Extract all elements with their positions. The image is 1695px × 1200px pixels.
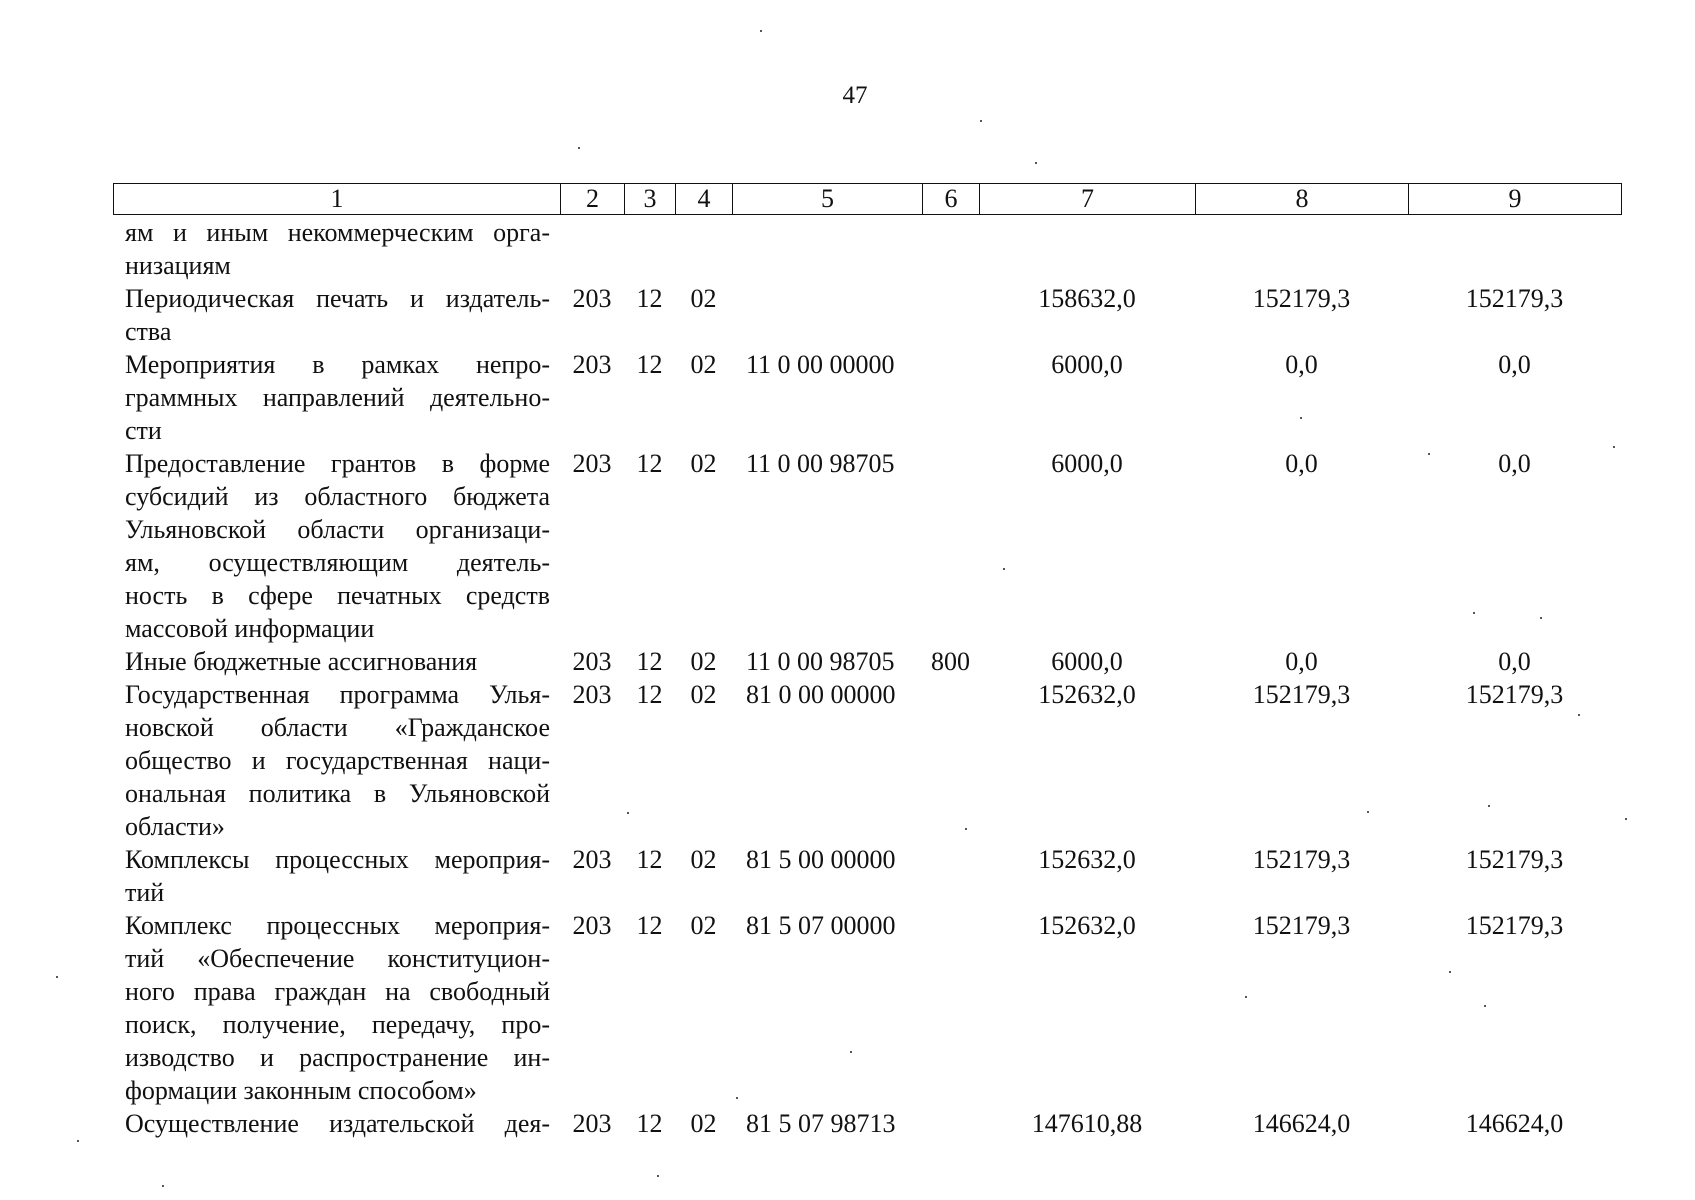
- cell-c6: [922, 678, 979, 843]
- cell-c8: 0,0: [1285, 350, 1318, 379]
- row-name-line: общество и государственная наци-: [125, 746, 550, 775]
- cell-c9: 152179,3: [1465, 911, 1564, 940]
- cell-c3: 12: [636, 449, 663, 478]
- row-name-line: ональная политика в Ульяновской: [125, 779, 550, 808]
- row-name-line: массовой информации: [125, 614, 375, 643]
- table-row: [113, 645, 1621, 678]
- row-name-line: Иные бюджетные ассигнования: [125, 647, 478, 676]
- row-name-line: тий: [125, 878, 165, 907]
- cell-c7: 6000,0: [1051, 350, 1123, 379]
- cell-c5: 81 0 00 00000: [746, 680, 896, 709]
- cell-c9: 146624,0: [1465, 1109, 1564, 1138]
- cell-c5: 81 5 00 00000: [746, 845, 896, 874]
- column-header-8: 8: [1196, 184, 1409, 215]
- table-row: [113, 843, 1621, 909]
- row-name-line: Осуществление издательской дея-: [125, 1109, 550, 1138]
- row-name-line: поиск, получение, передачу, про-: [125, 1010, 550, 1039]
- row-name-line: сти: [125, 416, 162, 445]
- row-name-cell: [113, 645, 560, 678]
- row-name-line: области»: [125, 812, 225, 841]
- cell-c4: 02: [690, 680, 717, 709]
- cell-c7: 152632,0: [1038, 680, 1136, 709]
- cell-c2: 203: [572, 449, 612, 478]
- cell-c5: 11 0 00 98705: [746, 647, 895, 676]
- table-row: [113, 282, 1621, 348]
- cell-c8: 0,0: [1285, 647, 1318, 676]
- cell-c7: 152632,0: [1038, 845, 1136, 874]
- cell-c3: [624, 216, 675, 282]
- cell-c4: [675, 216, 732, 282]
- cell-c7: [979, 216, 1195, 282]
- row-name-line: ям и иным некоммерческим орга-: [125, 218, 550, 247]
- row-name-cell: [113, 216, 560, 282]
- cell-c4: 02: [690, 845, 717, 874]
- cell-c2: 203: [572, 350, 612, 379]
- table-row: [113, 216, 1621, 282]
- row-name-line: ям, осуществляющим деятель-: [125, 548, 550, 577]
- row-name-line: Ульяновской области организаци-: [125, 515, 550, 544]
- table-row: [113, 447, 1621, 645]
- cell-c6: [922, 447, 979, 645]
- row-name-cell: [113, 678, 560, 843]
- cell-c2: 203: [572, 647, 612, 676]
- column-header-2: 2: [561, 184, 625, 215]
- row-name-line: тий «Обеспечение конституцион-: [125, 944, 550, 973]
- cell-c7: 6000,0: [1051, 449, 1123, 478]
- row-name-cell: [113, 348, 560, 447]
- cell-c2: 203: [572, 1109, 612, 1138]
- cell-c8: 0,0: [1285, 449, 1318, 478]
- cell-c8: 152179,3: [1252, 845, 1351, 874]
- cell-c4: 02: [690, 911, 717, 940]
- row-name-line: Периодическая печать и издатель-: [125, 284, 550, 313]
- cell-c2: 203: [572, 680, 612, 709]
- cell-c2: [560, 216, 624, 282]
- row-name-line: ность в сфере печатных средств: [125, 581, 550, 610]
- column-header-1: 1: [114, 184, 561, 215]
- row-name-line: низациям: [125, 251, 231, 280]
- cell-c8: 146624,0: [1252, 1109, 1351, 1138]
- cell-c3: 12: [636, 911, 663, 940]
- table-row: [113, 678, 1621, 843]
- row-name-line: граммных направлений деятельно-: [125, 383, 550, 412]
- cell-c5: 81 5 07 98713: [746, 1109, 896, 1138]
- column-header-5: 5: [733, 184, 923, 215]
- column-header-4: 4: [676, 184, 733, 215]
- cell-c6: 800: [931, 647, 970, 676]
- cell-c3: 12: [636, 350, 663, 379]
- column-header-3: 3: [625, 184, 676, 215]
- cell-c6: [922, 216, 979, 282]
- row-name-line: Государственная программа Улья-: [125, 680, 550, 709]
- row-name-line: Мероприятия в рамках непро-: [125, 350, 550, 379]
- cell-c4: 02: [690, 350, 717, 379]
- column-header-9: 9: [1409, 184, 1622, 215]
- cell-c9: 0,0: [1498, 449, 1531, 478]
- cell-c8: 152179,3: [1252, 680, 1351, 709]
- row-name-cell: [113, 843, 560, 909]
- cell-c7: 147610,88: [1031, 1109, 1143, 1138]
- cell-c9: [1408, 216, 1621, 282]
- column-header-6: 6: [923, 184, 980, 215]
- row-name-cell: [113, 909, 560, 1107]
- row-name-line: Комплекс процессных мероприя-: [125, 911, 550, 940]
- table-row: [113, 348, 1621, 447]
- row-name-cell: [113, 1107, 560, 1140]
- cell-c2: 203: [572, 911, 612, 940]
- row-name-line: ного права граждан на свободный: [125, 977, 550, 1006]
- cell-c4: 02: [690, 647, 717, 676]
- row-name-line: субсидий из областного бюджета: [125, 482, 550, 511]
- cell-c4: 02: [690, 1109, 717, 1138]
- cell-c6: [922, 348, 979, 447]
- cell-c3: 12: [636, 1109, 663, 1138]
- row-name-line: ства: [125, 317, 172, 346]
- cell-c5: 11 0 00 98705: [746, 449, 895, 478]
- cell-c8: 152179,3: [1252, 284, 1351, 313]
- column-header-7: 7: [980, 184, 1196, 215]
- cell-c6: [922, 1107, 979, 1140]
- row-name-cell: [113, 447, 560, 645]
- row-name-line: изводство и распространение ин-: [125, 1043, 550, 1072]
- cell-c9: 152179,3: [1465, 680, 1564, 709]
- cell-c3: 12: [636, 680, 663, 709]
- cell-c3: 12: [636, 284, 663, 313]
- row-name-line: Предоставление грантов в форме: [125, 449, 550, 478]
- cell-c7: 158632,0: [1038, 284, 1136, 313]
- cell-c7: 152632,0: [1038, 911, 1136, 940]
- cell-c8: 152179,3: [1252, 911, 1351, 940]
- cell-c5: [732, 282, 922, 348]
- table-row: [113, 909, 1621, 1107]
- cell-c6: [922, 282, 979, 348]
- cell-c2: 203: [572, 845, 612, 874]
- row-name-line: формации законным способом»: [125, 1076, 477, 1105]
- cell-c4: 02: [690, 284, 717, 313]
- cell-c6: [922, 843, 979, 909]
- table-row: [113, 1107, 1621, 1140]
- row-name-cell: [113, 282, 560, 348]
- cell-c8: [1195, 216, 1408, 282]
- cell-c2: 203: [572, 284, 612, 313]
- column-header-table: [113, 183, 1622, 215]
- cell-c9: 0,0: [1498, 647, 1531, 676]
- row-name-line: новской области «Гражданское: [125, 713, 550, 742]
- budget-table-body: [113, 216, 1621, 1140]
- cell-c9: 0,0: [1498, 350, 1531, 379]
- cell-c3: 12: [636, 845, 663, 874]
- cell-c9: 152179,3: [1465, 845, 1564, 874]
- page-number: 47: [842, 82, 868, 109]
- cell-c3: 12: [636, 647, 663, 676]
- cell-c5: [732, 216, 922, 282]
- column-header-row: [114, 184, 1622, 215]
- cell-c5: 11 0 00 00000: [746, 350, 895, 379]
- cell-c5: 81 5 07 00000: [746, 911, 896, 940]
- cell-c7: 6000,0: [1051, 647, 1123, 676]
- row-name-line: Комплексы процессных мероприя-: [125, 845, 550, 874]
- cell-c6: [922, 909, 979, 1107]
- cell-c4: 02: [690, 449, 717, 478]
- cell-c9: 152179,3: [1465, 284, 1564, 313]
